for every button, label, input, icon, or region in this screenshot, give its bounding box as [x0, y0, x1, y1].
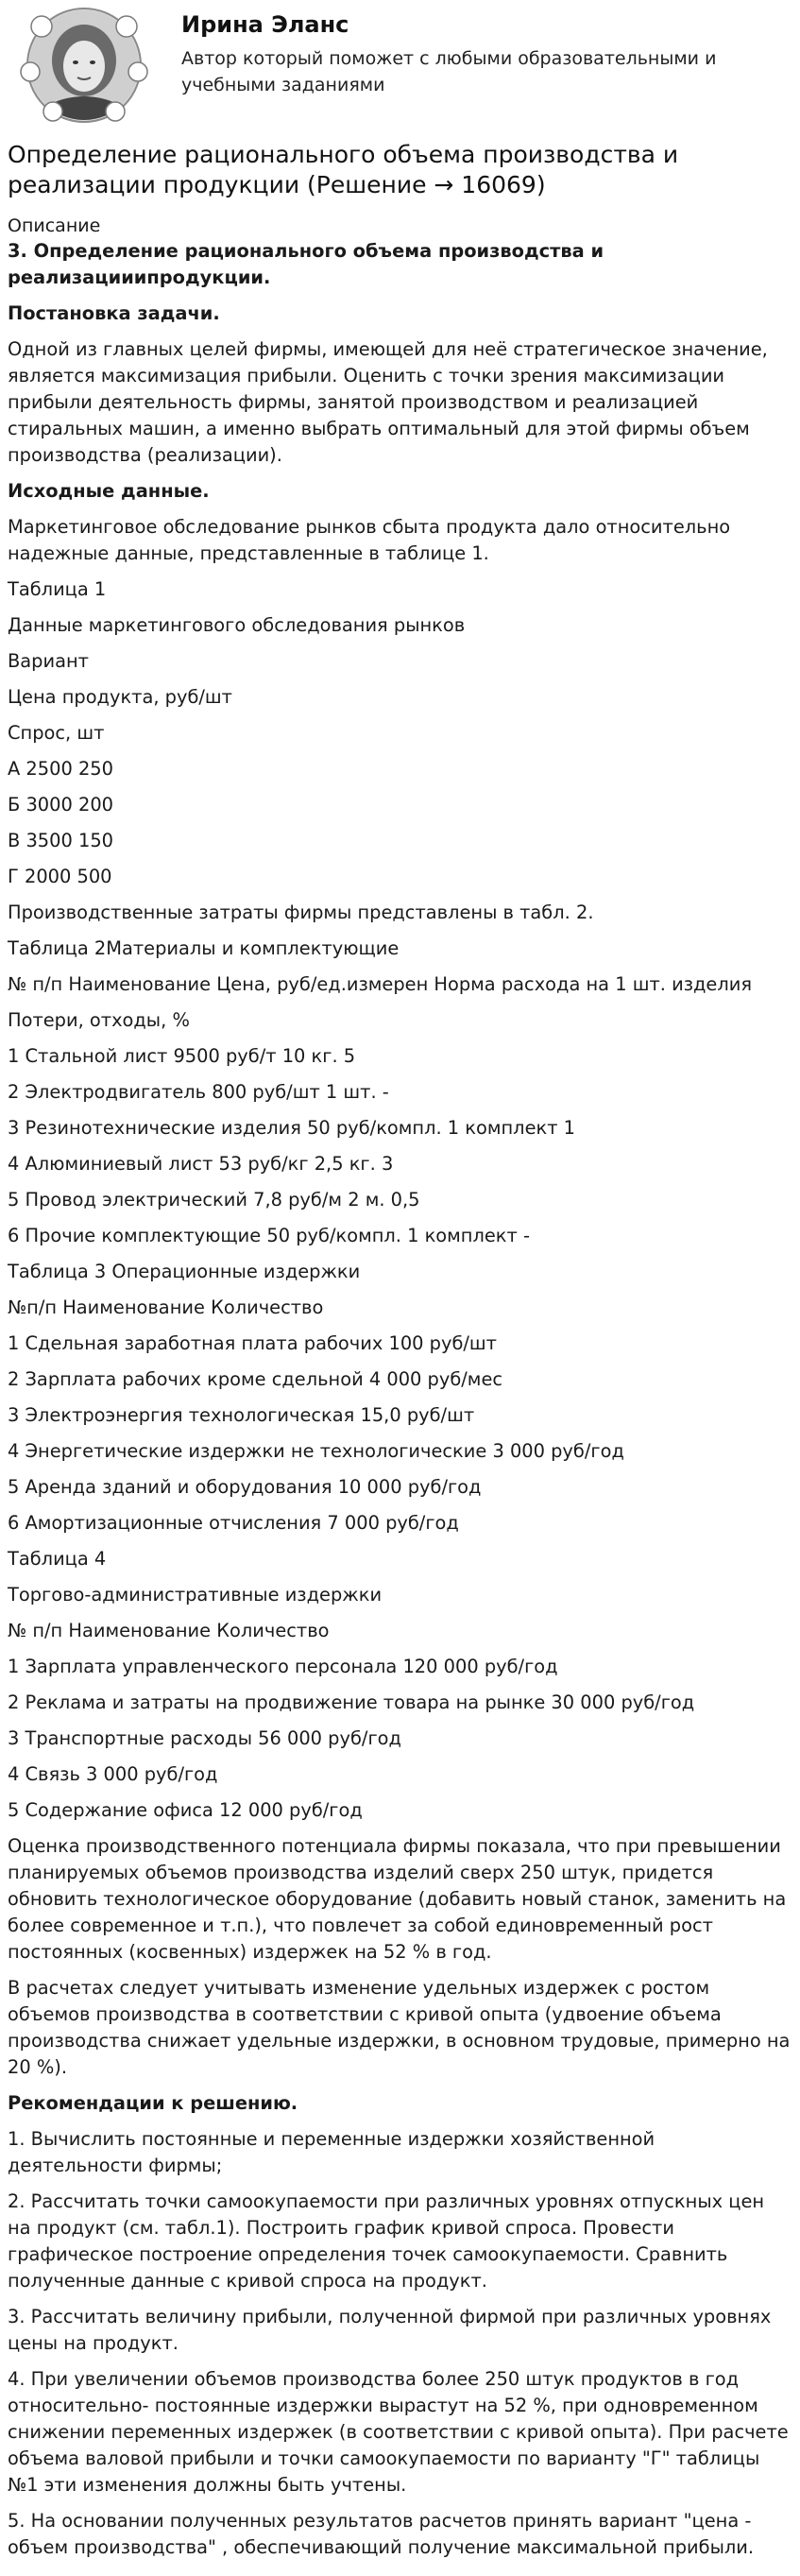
table-header: Цена продукта, руб/шт: [8, 686, 232, 708]
author-avatar[interactable]: [15, 6, 153, 125]
author-card: [8, 0, 792, 130]
section-heading-source-data: Исходные данные.: [8, 480, 210, 502]
page-title: Определение рационального объема производства и реализации продукции (Решение → 16069): [8, 141, 679, 198]
table-row: 5 Провод электрический 7,8 руб/м 2 м. 0,5: [8, 1189, 420, 1211]
paragraph: Одной из главных целей фирмы, имеющей для неё стратегическое значение, является максимизация прибыли. Оценить с точки зрения максимизации прибыли деятельность фирмы, занятой производством и реализацией стиральных машин, а именно выбрать оптимальный для этой фирмы объем производства (реализации).: [8, 338, 768, 466]
table-row: 5 Содержание офиса 12 000 руб/год: [8, 1799, 363, 1821]
paragraph: Оценка производственного потенциала фирмы показала, что при превышении планируемых объемов производства изделий сверх 250 штук, придется обновить технологическое оборудование (добавить новый станок, заменить на более современное и т.п.), что повлечет за собой единовременный рост постоянных (косвенных) издержек на 52 % в год.: [8, 1835, 787, 1963]
paragraph: В расчетах следует учитывать изменение удельных издержек с ростом объемов производства в соответствии с кривой опыта (удвоение объема производства снижает удельные издержки, в основном трудовые, примерно на 20 %).: [8, 1977, 791, 2078]
task-heading: 3. Определение рационального объема производства и реализацииипродукции.: [8, 240, 604, 288]
table-row: В 3500 150: [8, 830, 113, 851]
table-title: Данные маркетингового обследования рынков: [8, 614, 466, 636]
recommendation-item: 4. При увеличении объемов производства более 250 штук продуктов в год относительно- постоянные издержки вырастут на 52 %, при одновременном снижении переменных издержек (в соответствии с кривой опыта). При расчете объема валовой прибыли и точки самоокупаемости по варианту "Г" таблицы №1 эти изменения должны быть учтены.: [8, 2368, 789, 2496]
table-header: Спрос, шт: [8, 722, 105, 744]
section-heading-problem: Постановка задачи.: [8, 302, 220, 324]
table-row: 6 Прочие комплектующие 50 руб/компл. 1 комплект -: [8, 1225, 530, 1246]
recommendation-item: 2. Рассчитать точки самоокупаемости при различных уровнях отпускных цен на продукт (см. табл.1). Построить график кривой спроса. Провести графическое построение определения точек самоокупаемости. Сравнить полученные данные с кривой спроса на продукт.: [8, 2190, 765, 2292]
table-row: 2 Зарплата рабочих кроме сдельной 4 000 руб/мес: [8, 1368, 503, 1390]
table-header: № п/п Наименование Количество: [8, 1620, 330, 1641]
table-row: 1 Сдельная заработная плата рабочих 100 руб/шт: [8, 1332, 497, 1354]
author-description: Автор который поможет с любыми образовательными и учебными заданиями: [181, 48, 717, 95]
description-label: Описание: [8, 215, 101, 236]
table-row: 2 Реклама и затраты на продвижение товара на рынке 30 000 руб/год: [8, 1692, 695, 1713]
recommendation-item: 5. На основании полученных результатов расчетов принять вариант "цена - объем производства" , обеспечивающий получение максимальной прибыли.: [8, 2510, 755, 2558]
table-row: 5 Аренда зданий и оборудования 10 000 руб/год: [8, 1476, 482, 1498]
table-row: Б 3000 200: [8, 794, 113, 816]
table-header: №п/п Наименование Количество: [8, 1297, 324, 1318]
table-row: 1 Стальной лист 9500 руб/т 10 кг. 5: [8, 1045, 356, 1067]
table-header: Потери, отходы, %: [8, 1009, 190, 1031]
table-row: 1 Зарплата управленческого персонала 120 000 руб/год: [8, 1656, 558, 1677]
table-row: 6 Амортизационные отчисления 7 000 руб/год: [8, 1512, 459, 1534]
table-caption: Таблица 1: [8, 578, 107, 600]
section-heading-recommendations: Рекомендации к решению.: [8, 2092, 298, 2114]
table-title: Торгово-административные издержки: [8, 1584, 383, 1606]
recommendation-item: 1. Вычислить постоянные и переменные издержки хозяйственной деятельности фирмы;: [8, 2128, 655, 2176]
table-row: Г 2000 500: [8, 866, 112, 887]
table-header: Вариант: [8, 650, 89, 672]
paragraph: Производственные затраты фирмы представлены в табл. 2.: [8, 902, 594, 923]
table-caption: Таблица 4: [8, 1548, 107, 1570]
table-row: А 2500 250: [8, 758, 113, 780]
recommendation-item: 3. Рассчитать величину прибыли, полученной фирмой при различных уровнях цены на продукт.: [8, 2306, 772, 2354]
paragraph: Маркетинговое обследование рынков сбыта продукта дало относительно надежные данные, представленные в таблице 1.: [8, 516, 731, 564]
table-row: 4 Связь 3 000 руб/год: [8, 1763, 218, 1785]
author-name[interactable]: Ирина Эланс: [181, 11, 349, 38]
task-description: [8, 238, 792, 2561]
table-row: 3 Транспортные расходы 56 000 руб/год: [8, 1727, 401, 1749]
table-caption: Таблица 2Материалы и комплектующие: [8, 937, 400, 959]
table-caption: Таблица 3 Операционные издержки: [8, 1261, 361, 1282]
table-row: 3 Электроэнергия технологическая 15,0 руб/шт: [8, 1404, 475, 1426]
table-row: 3 Резинотехнические изделия 50 руб/компл. 1 комплект 1: [8, 1117, 576, 1139]
table-row: 4 Алюминиевый лист 53 руб/кг 2,5 кг. 3: [8, 1153, 394, 1175]
table-header: № п/п Наименование Цена, руб/ед.измерен Норма расхода на 1 шт. изделия: [8, 973, 753, 995]
table-row: 2 Электродвигатель 800 руб/шт 1 шт. -: [8, 1081, 389, 1103]
table-row: 4 Энергетические издержки не технологические 3 000 руб/год: [8, 1440, 624, 1462]
